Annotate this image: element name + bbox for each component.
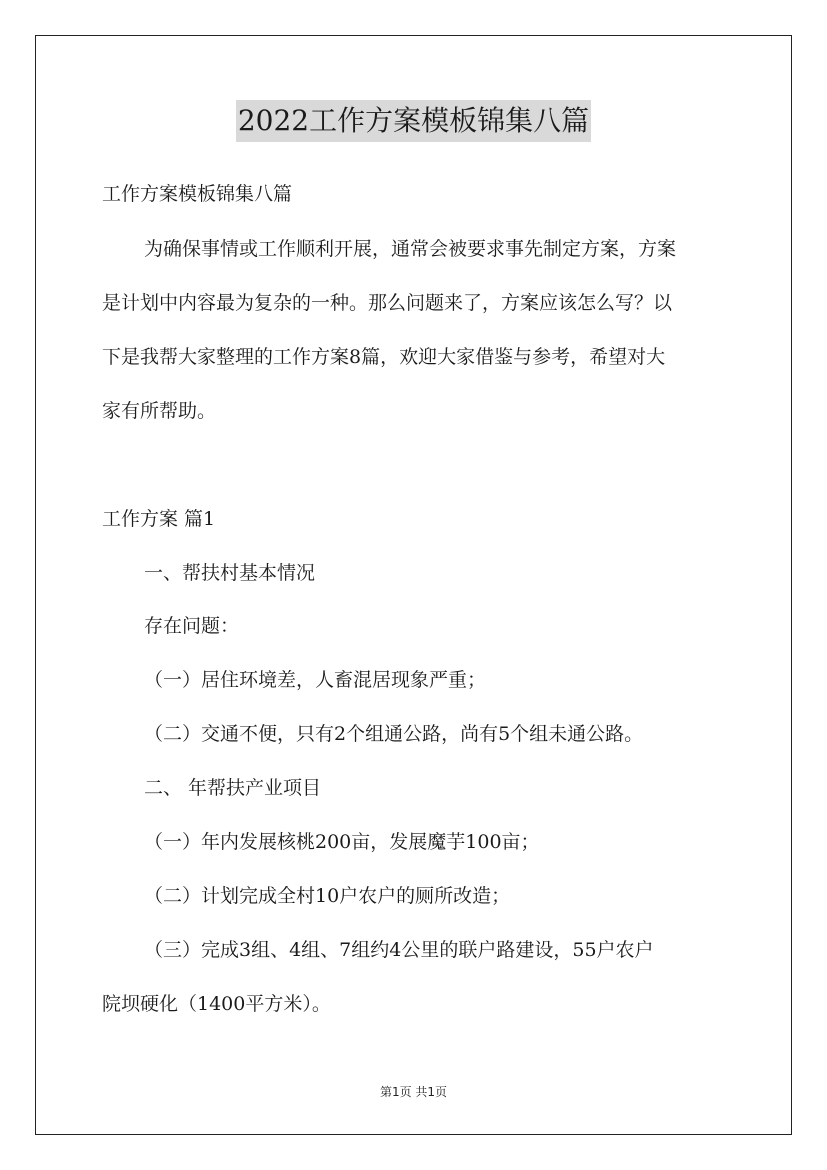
- list-item: 存在问题：: [144, 615, 240, 637]
- intro-line-2: 是计划中内容最为复杂的一种。那么问题来了，方案应该怎么写？以: [102, 292, 673, 314]
- list-item: 二、 年帮扶产业项目: [144, 777, 322, 799]
- subtitle: 工作方案模板锦集八篇: [102, 183, 293, 205]
- document-title: [0, 100, 827, 142]
- intro-line-1: 为确保事情或工作顺利开展，通常会被要求事先制定方案，方案: [144, 238, 677, 260]
- list-item: （一）年内发展核桃200亩，发展魔芋100亩；: [144, 831, 540, 853]
- list-item: （二）计划完成全村10户农户的厕所改造；: [144, 885, 511, 907]
- section-heading: 工作方案 篇1: [102, 508, 216, 530]
- intro-line-3: 下是我帮大家整理的工作方案8篇，欢迎大家借鉴与参考，希望对大: [102, 346, 666, 368]
- list-item: （二）交通不便，只有2个组通公路，尚有5个组未通公路。: [144, 723, 644, 745]
- list-item: （三）完成3组、4组、7组约4公里的联户路建设，55户农户: [144, 939, 654, 961]
- list-item: 院坝硬化（1400平方米）。: [102, 993, 331, 1015]
- page-footer: 第1页 共1页: [379, 1085, 448, 1099]
- list-item: 一、帮扶村基本情况: [144, 562, 316, 584]
- intro-line-4: 家有所帮助。: [102, 400, 217, 422]
- list-item: （一）居住环境差，人畜混居现象严重；: [144, 669, 487, 691]
- document-title-text: 2022工作方案模板锦集八篇: [236, 100, 591, 142]
